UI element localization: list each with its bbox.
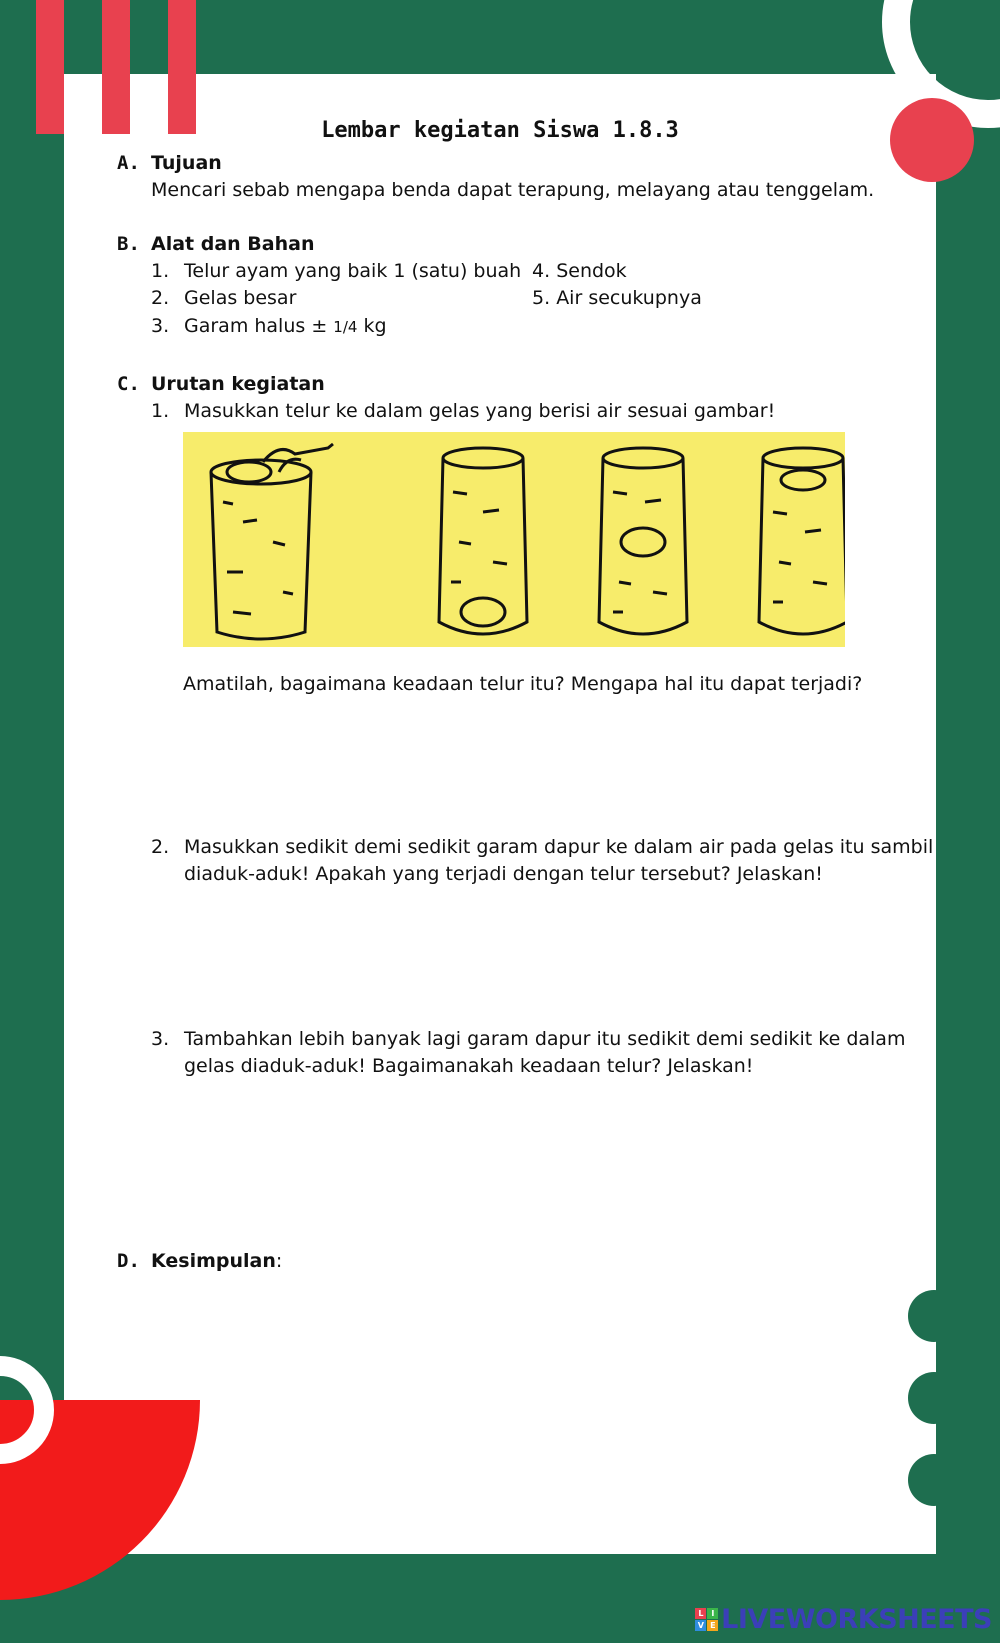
- material-item: [151, 285, 296, 312]
- step-text-line-1: Masukkan sedikit demi sedikit garam dapur ke dalam air pada gelas itu sambil: [184, 836, 934, 858]
- step-number: 1.: [151, 400, 170, 422]
- section-colon: :: [275, 1250, 283, 1272]
- section-letter: C.: [117, 373, 140, 395]
- material-item: [151, 313, 387, 341]
- item-text: Garam halus ±: [184, 315, 328, 337]
- page-title: Lembar kegiatan Siswa 1.8.3: [321, 118, 679, 143]
- step-text-line-1: Tambahkan lebih banyak lagi garam dapur itu sedikit demi sedikit ke dalam: [184, 1028, 906, 1050]
- ring-decoration-bottom: [0, 1340, 60, 1480]
- material-item: [532, 258, 627, 285]
- liveworksheets-brand[interactable]: [695, 1604, 992, 1635]
- glasses-drawing: [183, 432, 845, 647]
- step-3-line-2: gelas diaduk-aduk! Bagaimanakah keadaan telur? Jelaskan!: [184, 1055, 754, 1077]
- section-label: Tujuan: [151, 152, 222, 174]
- glass-icon: [599, 448, 687, 634]
- item-number: 1.: [151, 260, 170, 282]
- brand-text: LIVEWORKSHEETS: [721, 1604, 992, 1635]
- red-stripe-decoration: [36, 0, 64, 134]
- red-stripe-decoration: [168, 0, 196, 134]
- step-number: 3.: [151, 1028, 170, 1050]
- logo-letter: E: [707, 1620, 718, 1631]
- step-number: 2.: [151, 836, 170, 858]
- item-number: 5.: [532, 287, 551, 309]
- section-b-heading: [117, 231, 314, 258]
- item-text: Telur ayam yang baik 1 (satu) buah: [184, 260, 522, 282]
- red-stripe-decoration: [102, 0, 130, 134]
- glass-icon: [211, 444, 333, 639]
- section-label: Kesimpulan: [151, 1250, 276, 1272]
- section-letter: A.: [117, 152, 140, 174]
- section-label: Alat dan Bahan: [151, 233, 315, 255]
- step-1: [151, 398, 775, 425]
- section-c-heading: [117, 371, 325, 398]
- section-letter: D.: [117, 1250, 140, 1272]
- section-letter: B.: [117, 233, 140, 255]
- step-2: [151, 834, 933, 861]
- item-text: Gelas besar: [184, 287, 297, 309]
- liveworksheets-logo-icon: [695, 1608, 718, 1631]
- logo-letter: I: [707, 1608, 718, 1619]
- green-bumps-decoration: [900, 1290, 940, 1520]
- question-1-text: Amatilah, bagaimana keadaan telur itu? Mengapa hal itu dapat terjadi?: [183, 673, 863, 695]
- section-a-heading: [117, 150, 222, 177]
- item-fraction: 1/4: [333, 318, 358, 336]
- section-d-heading: [117, 1248, 282, 1275]
- item-text: Sendok: [556, 260, 627, 282]
- logo-letter: L: [695, 1608, 706, 1619]
- red-circle-decoration: [890, 98, 980, 188]
- egg-glasses-illustration: [183, 432, 845, 647]
- item-unit: kg: [363, 315, 387, 337]
- glass-icon: [439, 448, 527, 634]
- item-number: 4.: [532, 260, 551, 282]
- objective-text: Mencari sebab mengapa benda dapat terapung, melayang atau tenggelam.: [151, 179, 875, 201]
- material-item: [151, 258, 521, 285]
- glass-icon: [759, 448, 845, 634]
- step-2-line-2: diaduk-aduk! Apakah yang terjadi dengan telur tersebut? Jelaskan!: [184, 863, 823, 885]
- step-text: Masukkan telur ke dalam gelas yang berisi air sesuai gambar!: [184, 400, 776, 422]
- item-number: 2.: [151, 287, 170, 309]
- section-label: Urutan kegiatan: [151, 373, 325, 395]
- material-item: [532, 285, 702, 312]
- step-3: [151, 1026, 905, 1053]
- item-text: Air secukupnya: [556, 287, 702, 309]
- item-number: 3.: [151, 315, 170, 337]
- logo-letter: V: [695, 1620, 706, 1631]
